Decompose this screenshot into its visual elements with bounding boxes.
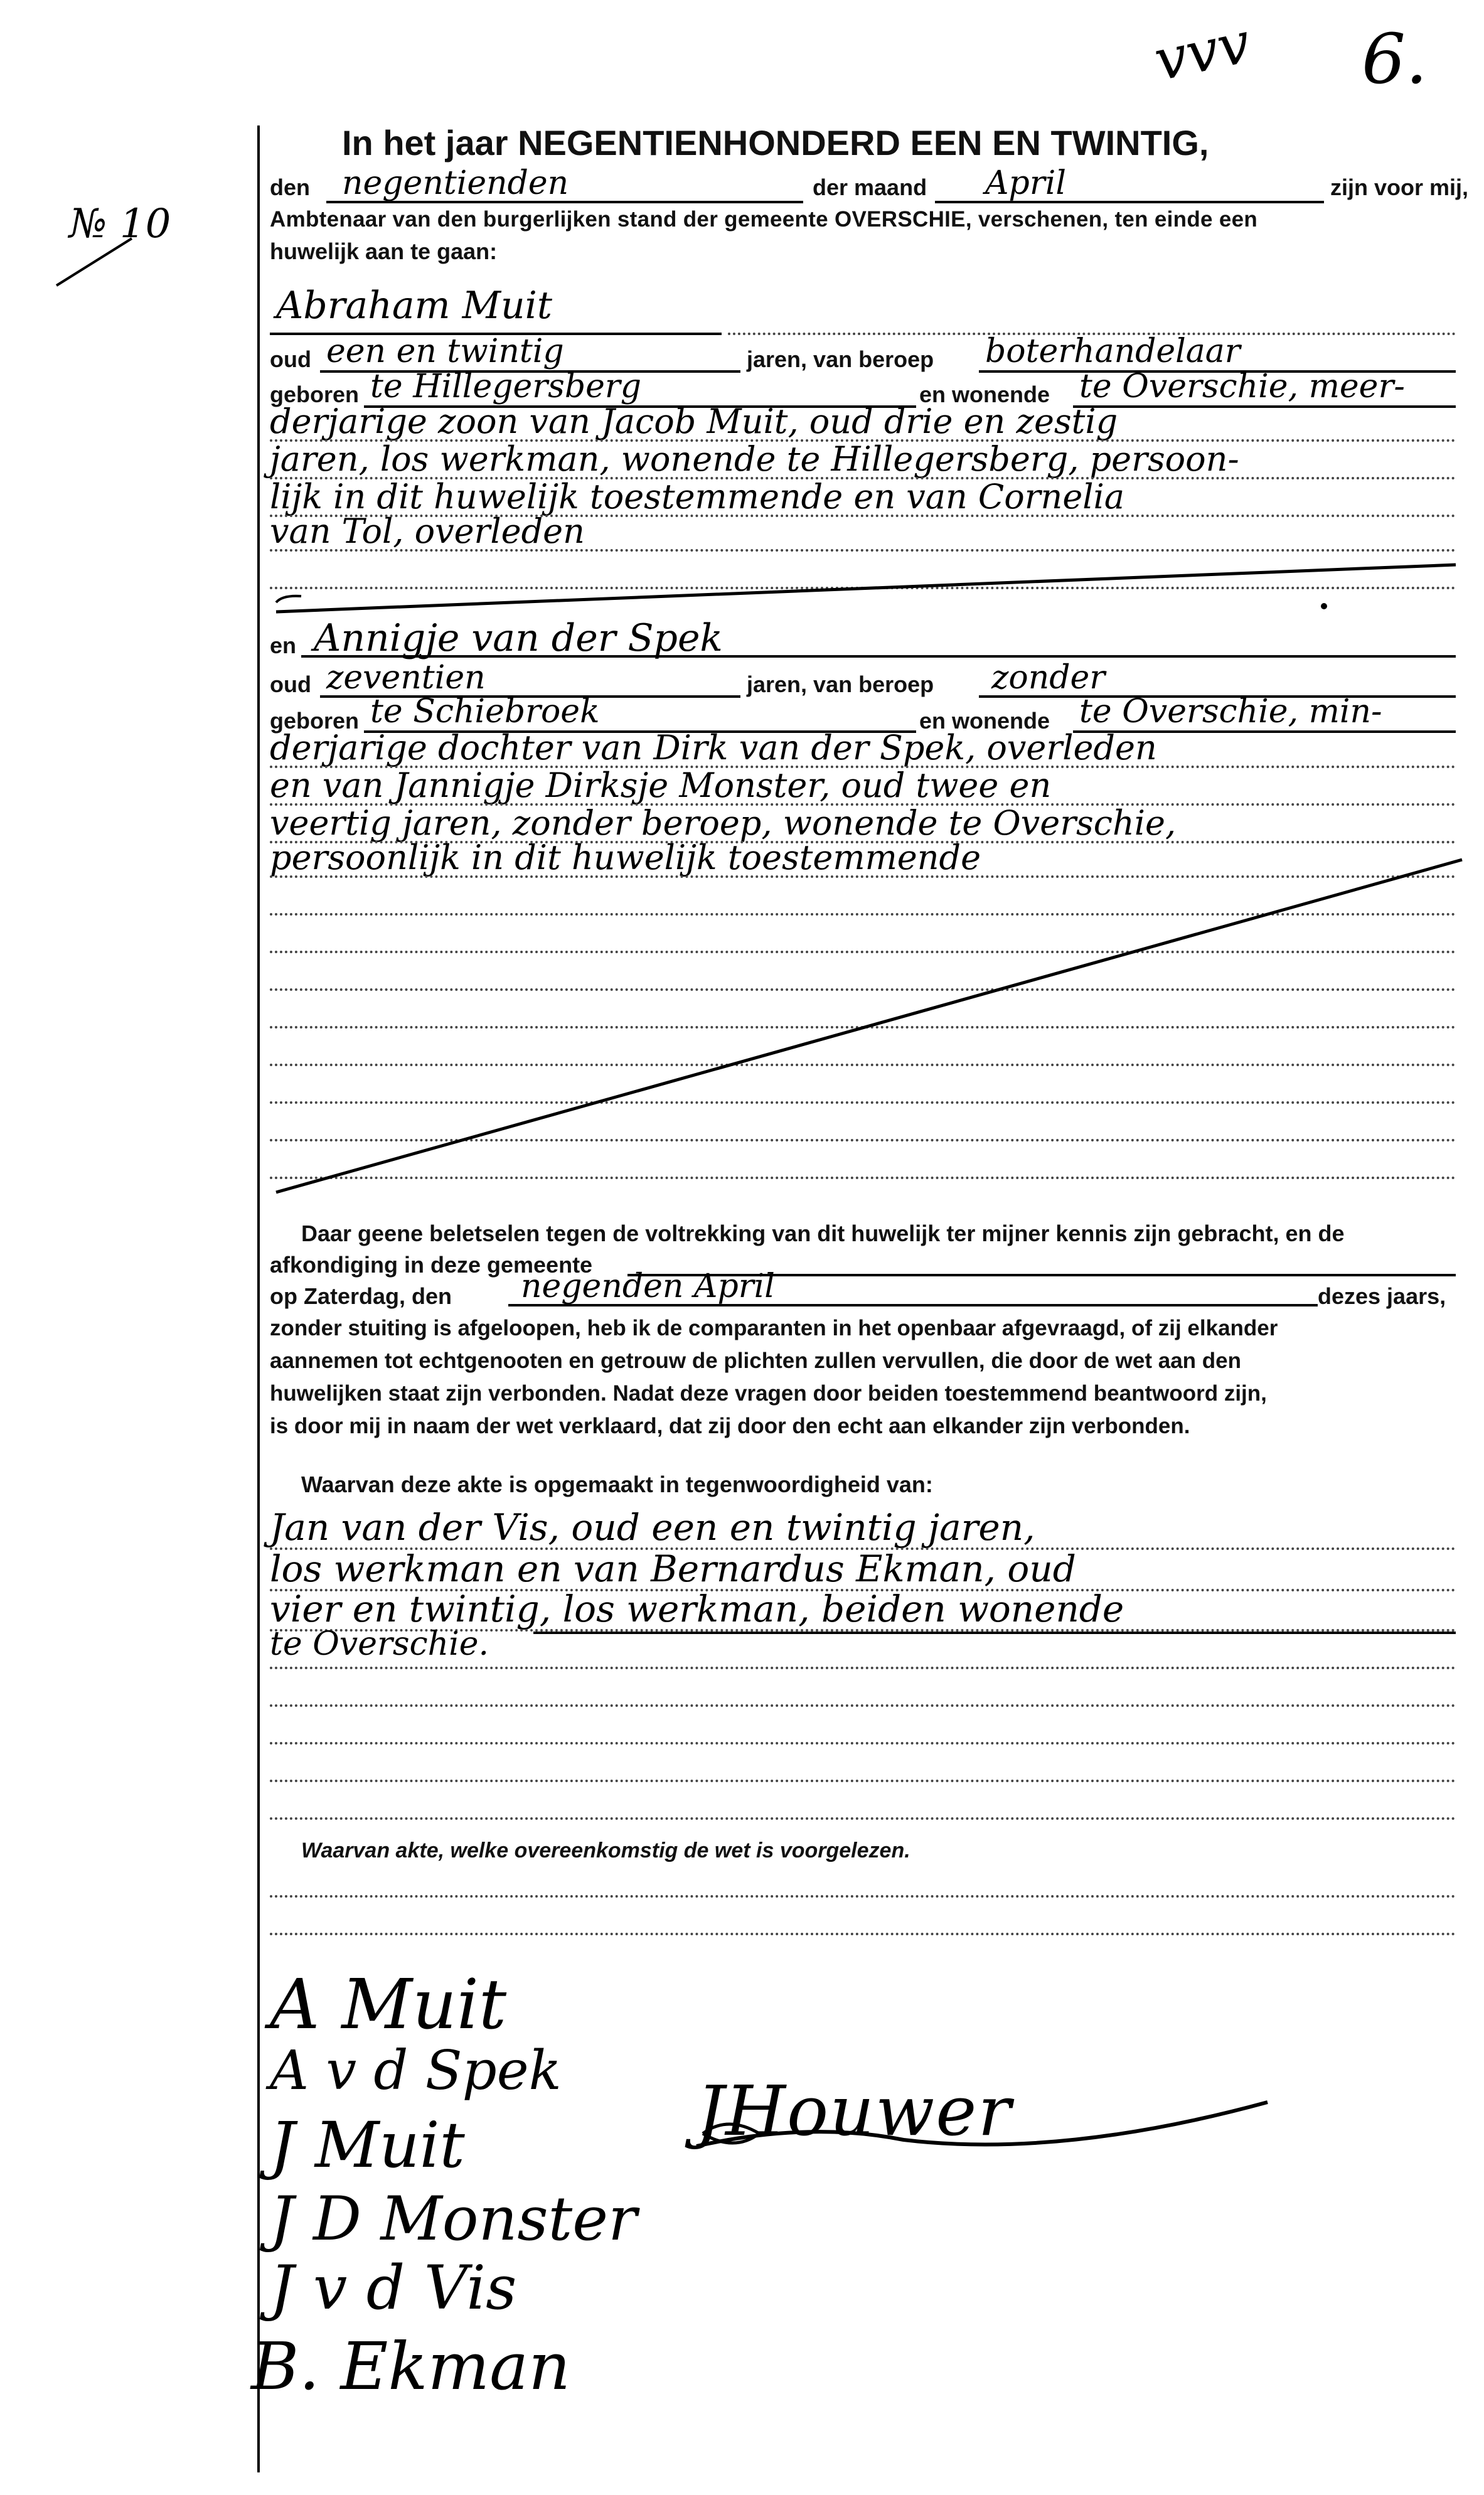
proclamation-line7: is door mij in naam der wet verklaard, dat zij door den echt aan elkander zijn verbonden. [270,1414,1190,1438]
witness-line-3: vier en twintig, los werkman, beiden wonende [270,1588,1124,1630]
bride-occupation: zonder [991,659,1106,697]
groom-beroep-label: jaren, van beroep [747,346,934,372]
groom-detail-2: jaren, los werkman, wonende te Hillegersberg, persoon- [270,439,1239,479]
proclamation-line5: aannemen tot echtgenooten en getrouw de plichten zullen vervullen, die door de wet aan den [270,1349,1241,1373]
bride-detail-2: en van Jannigje Dirksje Monster, oud twee en [270,766,1052,805]
groom-name: Abraham Muit [276,284,552,328]
proclamation-op-label: op Zaterdag, den [270,1283,452,1309]
proclamation-line2: afkondiging in deze gemeente [270,1252,593,1278]
bride-birthplace: te Schiebroek [370,693,600,730]
bride-beroep-label: jaren, van beroep [747,671,934,697]
bride-detail-1: derjarige dochter van Dirk van der Spek, overleden [270,728,1157,767]
bride-detail-4: persoonlijk in dit huwelijk toestemmende [270,838,981,877]
den-label: den [270,174,311,200]
groom-detail-1: derjarige zoon van Jacob Muit, oud drie en zestig [270,402,1118,441]
month-value: April [985,164,1066,202]
groom-detail-4: van Tol, overleden [270,511,585,551]
witness-line-4: te Overschie. [270,1625,489,1663]
header-line1-end: zijn voor mij, [1330,174,1469,200]
signature-witness-2: B. Ekman [251,2328,571,2405]
signature-groom: A Muit [270,1964,507,2044]
proclamation-line1: Daar geene beletselen tegen de voltrekking van dit huwelijk ter mijner kennis zijn gebracht, en de [301,1221,1345,1246]
witness-line-1: Jan van der Vis, oud een en twintig jaren, [270,1506,1035,1549]
bride-age: zeventien [326,659,486,697]
page-number-annotation: 6. [1362,19,1428,99]
bride-name: Annigje van der Spek [314,616,723,660]
groom-oud-label: oud [270,346,311,372]
proclamation-date: negenden April [521,1268,775,1305]
closing-statement: Waarvan akte, welke overeenkomstig de wet is voorgelezen. [301,1839,910,1862]
groom-occupation: boterhandelaar [985,333,1241,370]
proclamation-line6: huwelijken staat zijn verbonden. Nadat deze vragen door beiden toestemmend beantwoord zijn, [270,1381,1267,1406]
groom-wonende-label: en wonende [919,382,1050,407]
day-value: negentienden [342,164,569,202]
folio-mark: vvv [1148,9,1256,94]
page-title: In het jaar NEGENTIENHONDERD EEN EN TWINTIG, [342,123,1209,163]
signature-official: JHouwer [697,2071,1012,2151]
groom-detail-3: lijk in dit huwelijk toestemmende en van Cornelia [270,477,1125,516]
groom-age: een en twintig [326,333,564,370]
witnesses-intro: Waarvan deze akte is opgemaakt in tegenwoordigheid van: [301,1472,933,1497]
groom-geboren-label: geboren [270,382,360,407]
header-line3: huwelijk aan te gaan: [270,238,498,264]
signature-witness-1: J v d Vis [270,2253,517,2323]
groom-residence: te Overschie, meer- [1079,368,1405,405]
month-label: der maand [813,174,927,200]
bride-en-label: en [270,633,297,658]
bride-oud-label: oud [270,671,311,697]
signature-bride-mother: J D Monster [270,2184,637,2254]
groom-birthplace: te Hillegersberg [370,368,642,405]
bride-residence: te Overschie, min- [1079,693,1382,730]
record-number: № 10 [69,201,171,247]
proclamation-dezes-label: dezes jaars, [1318,1283,1446,1309]
signature-groom-father: J Muit [270,2108,465,2182]
signature-bride: A v d Spek [270,2039,562,2102]
witness-line-2: los werkman en van Bernardus Ekman, oud [270,1547,1076,1590]
bride-wonende-label: en wonende [919,708,1050,734]
bride-geboren-label: geboren [270,708,360,734]
header-line2: Ambtenaar van den burgerlijken stand der gemeente OVERSCHIE, verschenen, ten einde een [270,207,1258,232]
proclamation-line4: zonder stuiting is afgeloopen, heb ik de comparanten in het openbaar afgevraagd, of zij elkander [270,1316,1278,1340]
bride-detail-3: veertig jaren, zonder beroep, wonende te Overschie, [270,803,1177,843]
